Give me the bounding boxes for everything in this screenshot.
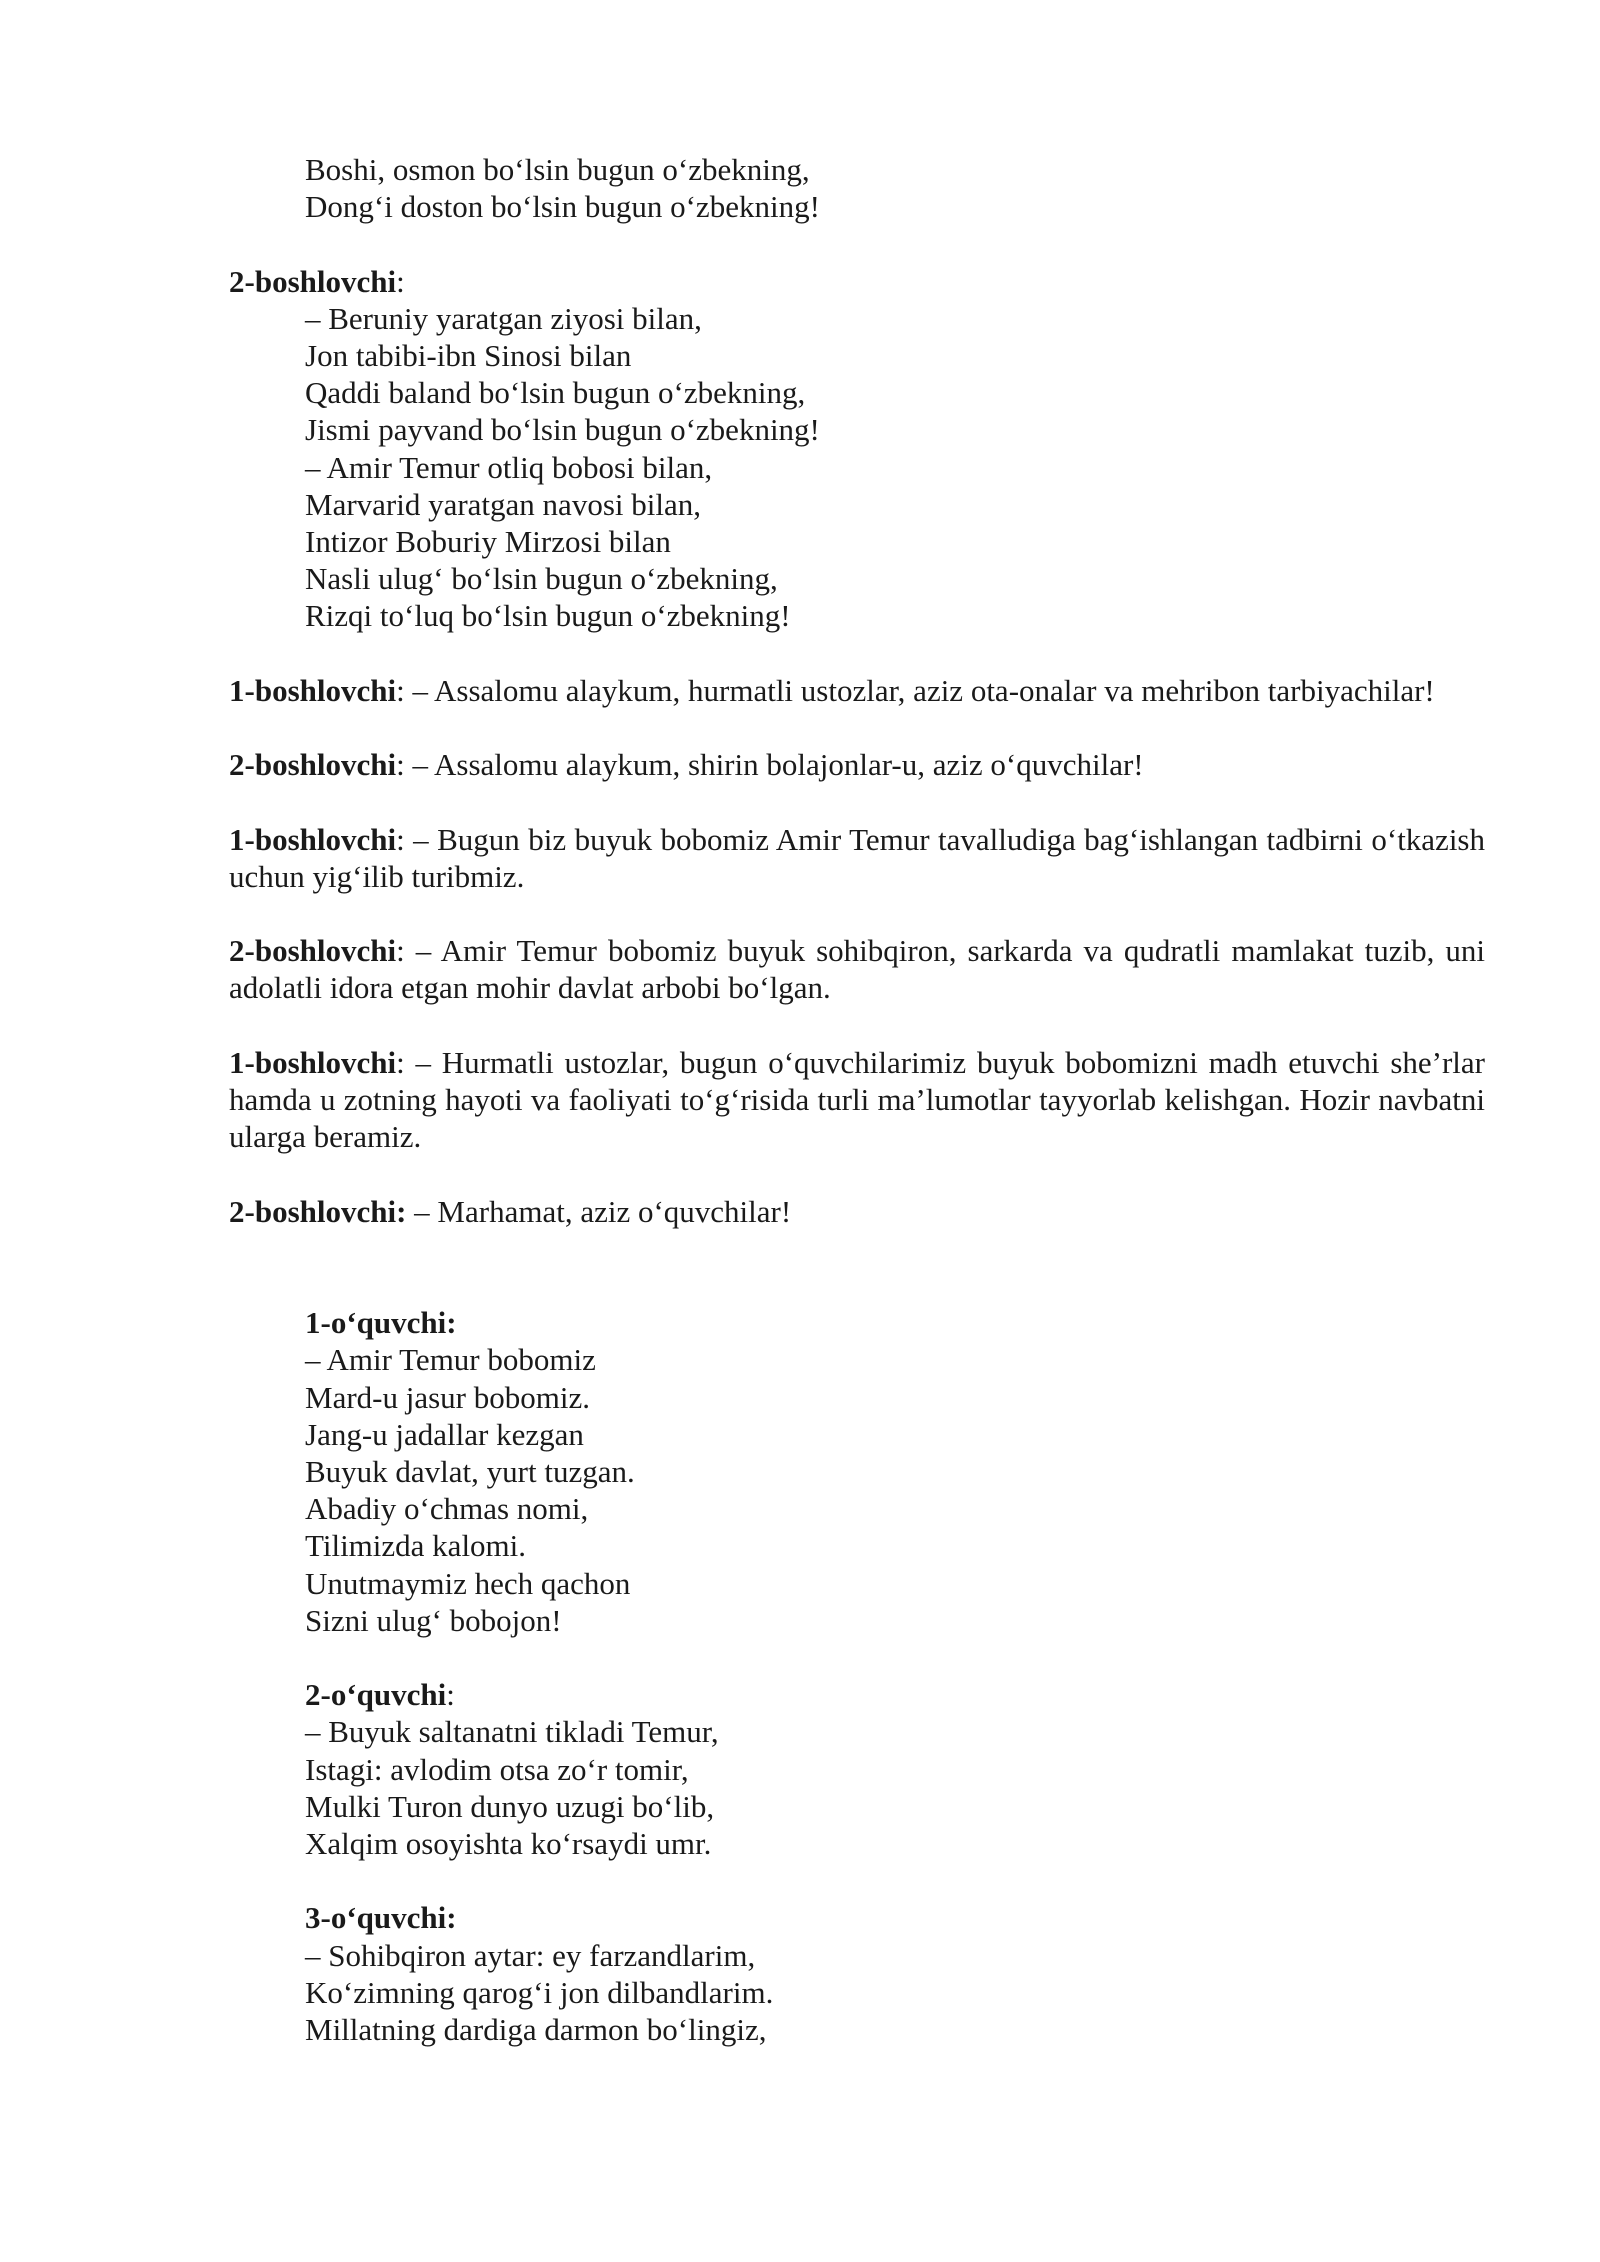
dialogue-text: : – Assalomu alaykum, hurmatli ustozlar, aziz ota-onalar va mehribon tarbiyachilar! bbox=[396, 672, 1435, 708]
verse-line: Mulki Turon dunyo uzugi bo‘lib, bbox=[305, 1788, 715, 1824]
verse-line: Qaddi baland bo‘lsin bugun o‘zbekning, bbox=[305, 375, 806, 411]
verse-line: Xalqim osoyishta ko‘rsaydi umr. bbox=[305, 1826, 712, 1861]
verse-line: Marvarid yaratgan navosi bilan, bbox=[305, 486, 701, 522]
speaker-label: 1-boshlovchi bbox=[229, 672, 397, 708]
verse-line: Jang-u jadallar kezgan bbox=[305, 1416, 584, 1452]
document-content bbox=[229, 151, 1485, 2048]
speaker-label: 2-boshlovchi bbox=[229, 747, 397, 783]
spacer bbox=[229, 1155, 1485, 1192]
verse-line: Mard-u jasur bobomiz. bbox=[305, 1379, 590, 1415]
dialogue-paragraph bbox=[229, 1193, 1485, 1230]
verse-line: Intizor Boburiy Mirzosi bilan bbox=[305, 524, 671, 560]
verse-line: – Amir Temur bobomiz bbox=[305, 1342, 596, 1378]
dialogue-text: : – Amir Temur bobomiz buyuk sohibqiron, sarkarda va qudratli mamlakat tuzib, uni adolatli idora etgan mohir davlat arbobi bo‘lgan. bbox=[229, 933, 1485, 1006]
verse-line: Millatning dardiga darmon bo‘lingiz, bbox=[305, 2012, 767, 2047]
spacer bbox=[229, 709, 1485, 746]
dialogue-paragraph bbox=[229, 1044, 1485, 1156]
dialogue-text: : – Bugun biz buyuk bobomiz Amir Temur tavalludiga bag‘ishlangan tadbirni o‘tkazish uchun yig‘ilib turibmiz. bbox=[229, 821, 1485, 894]
verse-line: – Amir Temur otliq bobosi bilan, bbox=[305, 449, 713, 485]
verse-line: – Sohibqiron aytar: ey farzandlarim, bbox=[305, 1937, 756, 1973]
student-verse bbox=[305, 1304, 1485, 1639]
dialogue-text: : – Assalomu alaykum, shirin bolajonlar-u, aziz o‘quvchilar! bbox=[396, 747, 1144, 783]
student-heading: 1-o‘quvchi: bbox=[305, 1305, 457, 1341]
speaker-line bbox=[229, 263, 1485, 300]
verse-line: Unutmaymiz hech qachon bbox=[305, 1565, 631, 1601]
speaker-label: 1-boshlovchi bbox=[229, 821, 397, 857]
speaker-label: 2-boshlovchi bbox=[229, 933, 397, 969]
student-verse bbox=[305, 1676, 1485, 1862]
dialogue-paragraph bbox=[229, 932, 1485, 1006]
speaker-label: 2-boshlovchi: bbox=[229, 1193, 407, 1229]
verse-line: – Buyuk saltanatni tikladi Temur, bbox=[305, 1714, 719, 1750]
student-verse bbox=[305, 1899, 1485, 2048]
student-heading: 3-o‘quvchi: bbox=[305, 1900, 457, 1936]
spacer bbox=[229, 635, 1485, 672]
verse-line: Tilimizda kalomi. bbox=[305, 1528, 527, 1564]
spacer bbox=[229, 783, 1485, 820]
verse-line: – Beruniy yaratgan ziyosi bilan, bbox=[305, 300, 702, 336]
spacer bbox=[229, 1230, 1485, 1304]
verse-line: Sizni ulug‘ bobojon! bbox=[305, 1602, 562, 1638]
speaker-label: 2-boshlovchi bbox=[229, 263, 397, 299]
student-heading: 2-o‘quvchi bbox=[305, 1677, 447, 1713]
student-heading-colon: : bbox=[446, 1677, 455, 1713]
verse-line: Buyuk davlat, yurt tuzgan. bbox=[305, 1453, 635, 1489]
verse-line: Dong‘i doston bo‘lsin bugun o‘zbekning! bbox=[305, 189, 820, 225]
verse-line: Rizqi to‘luq bo‘lsin bugun o‘zbekning! bbox=[305, 598, 791, 634]
verse-line: Istagi: avlodim otsa zo‘r tomir, bbox=[305, 1751, 689, 1787]
verse-line: Jon tabibi-ibn Sinosi bilan bbox=[305, 338, 632, 373]
verse-line: Jismi payvand bo‘lsin bugun o‘zbekning! bbox=[305, 412, 820, 448]
student-heading-line bbox=[305, 1676, 1485, 1713]
dialogue-text: – Marhamat, aziz o‘quvchilar! bbox=[406, 1193, 792, 1229]
spacer bbox=[229, 1639, 1485, 1676]
speaker-label: 1-boshlovchi bbox=[229, 1044, 397, 1080]
presenter-verse bbox=[305, 300, 1485, 635]
verse-line: Boshi, osmon bo‘lsin bugun o‘zbekning, bbox=[305, 152, 810, 187]
verse-line: Ko‘zimning qarog‘i jon dilbandlarim. bbox=[305, 1974, 774, 2010]
spacer bbox=[229, 225, 1485, 262]
spacer bbox=[229, 895, 1485, 932]
verse-line: Abadiy o‘chmas nomi, bbox=[305, 1491, 589, 1527]
dialogue-text: : – Hurmatli ustozlar, bugun o‘quvchilarimiz buyuk bobomizni madh etuvchi she’rlar hamda u zotning hayoti va faoliyati to‘g‘risida turli ma’lumotlar tayyorlab kelishgan. Hozir navbatni ularga beramiz. bbox=[229, 1044, 1485, 1155]
speaker-colon: : bbox=[396, 263, 405, 299]
dialogue-paragraph bbox=[229, 821, 1485, 895]
dialogue-paragraph bbox=[229, 746, 1485, 783]
spacer bbox=[229, 1007, 1485, 1044]
verse-line: Nasli ulug‘ bo‘lsin bugun o‘zbekning, bbox=[305, 561, 778, 597]
dialogue-paragraph bbox=[229, 672, 1485, 709]
intro-verse bbox=[305, 151, 1485, 225]
spacer bbox=[229, 1862, 1485, 1899]
